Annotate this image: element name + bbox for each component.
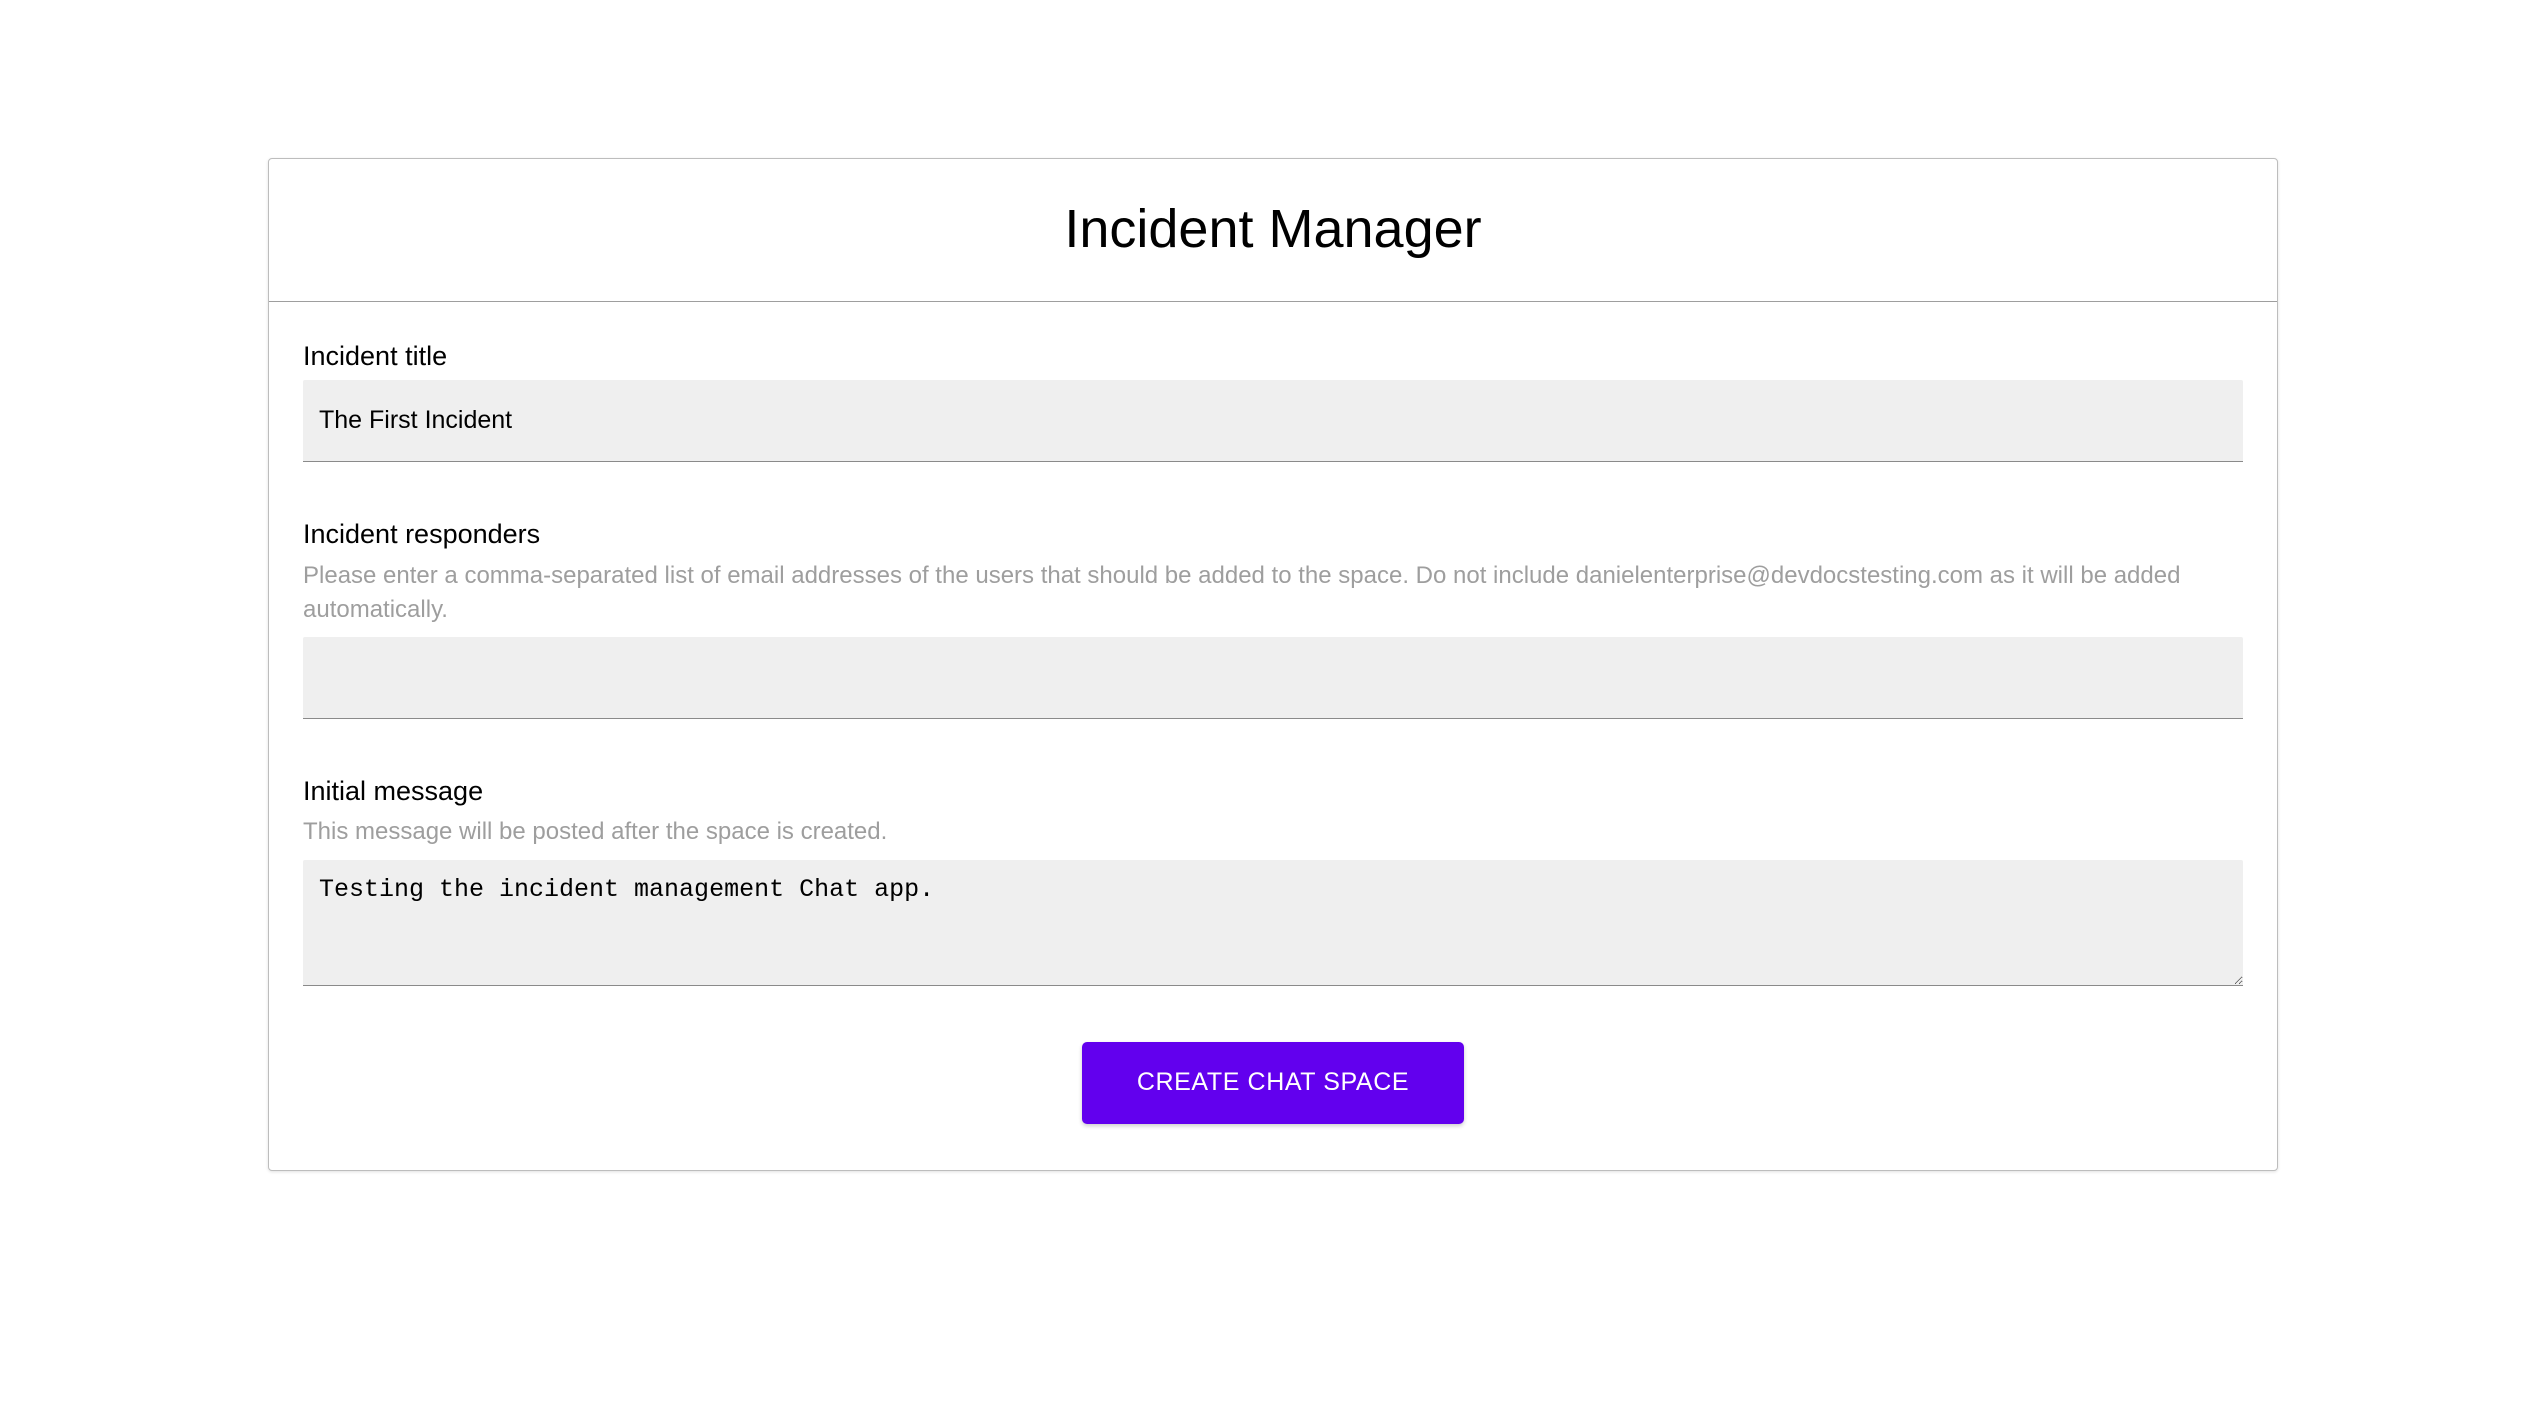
create-chat-space-button[interactable]: CREATE CHAT SPACE <box>1082 1042 1464 1124</box>
spacer <box>303 727 2243 773</box>
incident-responders-input[interactable] <box>303 637 2243 719</box>
initial-message-textarea[interactable] <box>303 860 2243 986</box>
initial-message-label: Initial message <box>303 776 484 807</box>
incident-responders-hint: Please enter a comma-separated list of email addresses of the users that should be added to the space. Do not include danielenterprise@devdocstesting.com as it will be added automatically. <box>303 561 2181 623</box>
field-incident-title <box>303 338 2243 462</box>
field-initial-message <box>303 773 2243 986</box>
incident-title-label: Incident title <box>303 341 448 371</box>
page-title: Incident Manager <box>1064 199 1482 260</box>
field-incident-responders <box>303 516 2243 719</box>
card-header <box>269 159 2277 302</box>
incident-title-input[interactable] <box>303 380 2243 462</box>
spacer <box>303 470 2243 516</box>
submit-row <box>303 1042 2243 1124</box>
initial-message-hint: This message will be posted after the space is created. <box>303 818 888 846</box>
incident-manager-card <box>268 158 2278 1171</box>
card-body <box>269 302 2277 1170</box>
incident-responders-label: Incident responders <box>303 519 541 550</box>
